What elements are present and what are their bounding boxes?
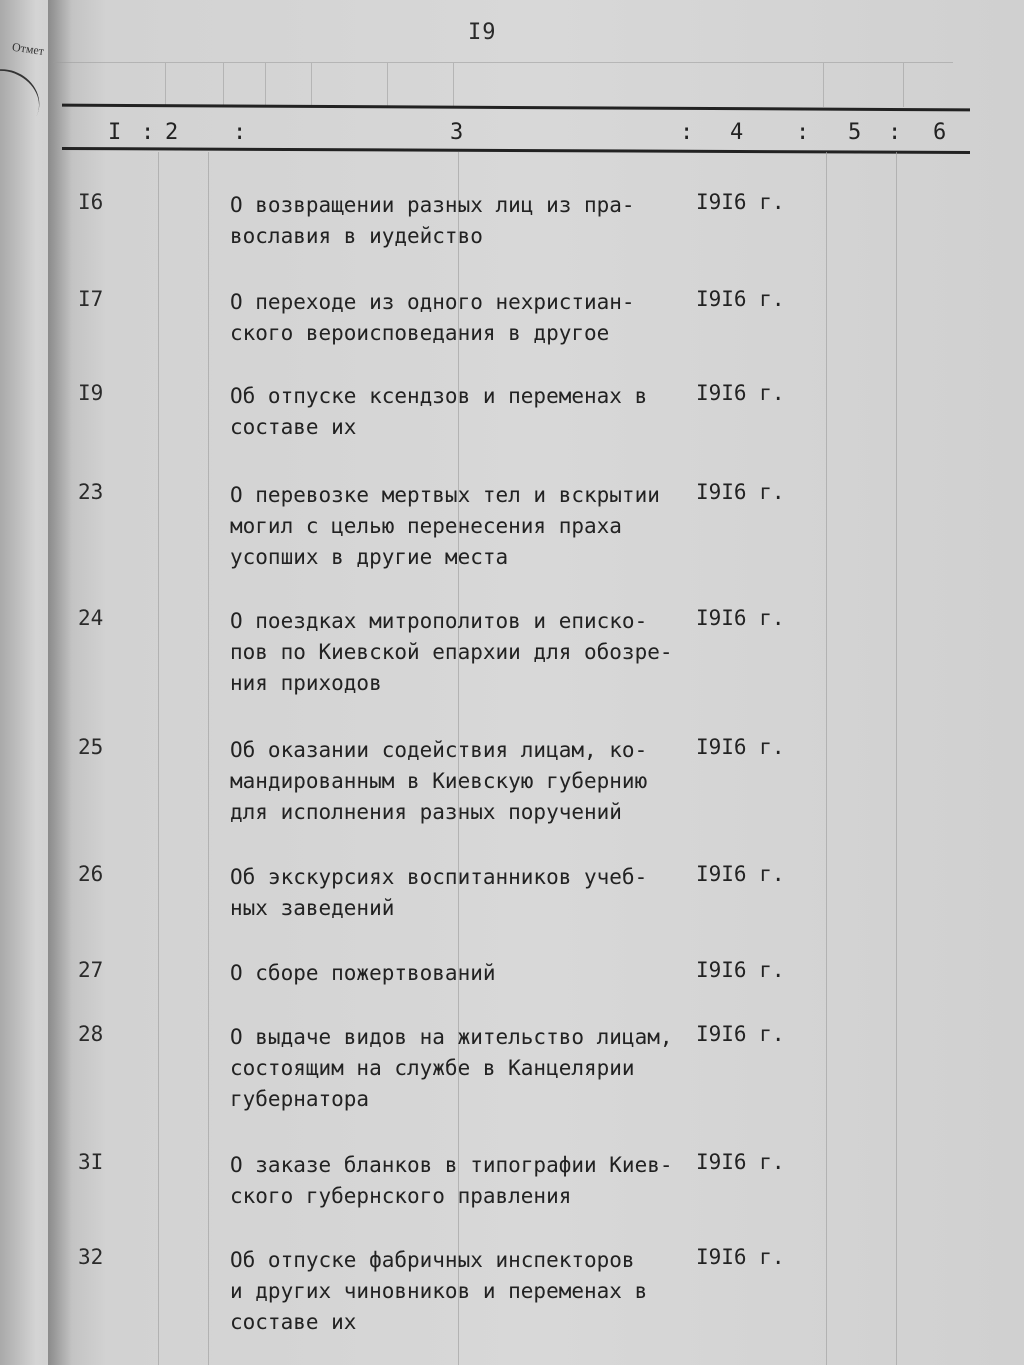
case-number: 23	[78, 480, 104, 504]
table-header-rule	[62, 147, 970, 154]
faint-header-divider	[265, 63, 266, 107]
case-number: 32	[78, 1245, 104, 1269]
adjacent-page-label: Отмет	[11, 39, 45, 59]
case-date: I9I6 г.	[696, 1150, 785, 1174]
case-title: Об экскурсиях воспитанников учеб- ных заведений	[230, 865, 648, 920]
case-title: О выдаче видов на жительство лицам, состоящим на службе в Канцелярии губернатора	[230, 1025, 673, 1111]
column-number-5: 5	[848, 120, 862, 145]
case-number: I9	[78, 381, 104, 405]
case-date: I9I6 г.	[696, 480, 785, 504]
column-number-4: 4	[730, 120, 744, 145]
case-title: Об отпуске фабричных инспекторов и других чиновников и переменах в составе их	[230, 1248, 648, 1334]
column-number-2: 2	[165, 120, 179, 145]
column-separator: :	[888, 120, 902, 145]
case-title: О перевозке мертвых тел и вскрытии могил с целью перенесения праха усопших в другие места	[230, 483, 660, 569]
adjacent-page-curve	[0, 58, 50, 144]
case-number: I6	[78, 190, 104, 214]
faint-header-divider	[223, 63, 224, 107]
page-number: I9	[468, 20, 497, 45]
column-divider	[208, 152, 209, 1365]
faint-header-divider	[311, 63, 312, 107]
case-number: 27	[78, 958, 104, 982]
column-separator: :	[796, 120, 810, 145]
column-divider	[896, 152, 897, 1365]
case-date: I9I6 г.	[696, 1022, 785, 1046]
case-number: 3I	[78, 1150, 104, 1174]
column-number-6: 6	[933, 120, 947, 145]
case-date: I9I6 г.	[696, 1245, 785, 1269]
document-page	[48, 0, 1024, 1365]
case-number: 28	[78, 1022, 104, 1046]
case-date: I9I6 г.	[696, 381, 785, 405]
column-number-3: 3	[450, 120, 464, 145]
faint-header-divider	[165, 63, 166, 107]
binding-shadow	[48, 0, 72, 1365]
column-divider	[826, 152, 827, 1365]
column-number-1: I	[108, 120, 122, 145]
case-number: 26	[78, 862, 104, 886]
faint-header-divider	[903, 63, 904, 107]
case-number: 24	[78, 606, 104, 630]
faint-header-grid	[53, 62, 953, 107]
case-title: Об оказании содействия лицам, ко- мандированным в Киевскую губернию для исполнения разных поручений	[230, 738, 648, 824]
faint-header-divider	[387, 63, 388, 107]
column-separator: :	[680, 120, 694, 145]
column-separator: :	[233, 120, 247, 145]
faint-header-divider	[823, 63, 824, 107]
case-date: I9I6 г.	[696, 958, 785, 982]
case-number: I7	[78, 287, 104, 311]
column-separator: :	[141, 120, 155, 145]
case-title: О сборе пожертвований	[230, 961, 496, 985]
column-divider	[158, 152, 159, 1365]
case-date: I9I6 г.	[696, 190, 785, 214]
case-title: Об отпуске ксендзов и переменах в составе их	[230, 384, 648, 439]
case-date: I9I6 г.	[696, 735, 785, 759]
faint-header-divider	[453, 63, 454, 107]
case-title: О возвращении разных лиц из пра- вославия в иудейство	[230, 193, 635, 248]
case-number: 25	[78, 735, 104, 759]
case-date: I9I6 г.	[696, 606, 785, 630]
case-title: О поездках митрополитов и еписко- пов по Киевской епархии для обозре- ния приходов	[230, 609, 673, 695]
case-date: I9I6 г.	[696, 862, 785, 886]
case-title: О переходе из одного нехристиан- ского вероисповедания в другое	[230, 290, 635, 345]
case-date: I9I6 г.	[696, 287, 785, 311]
case-title: О заказе бланков в типографии Киев- ского губернского правления	[230, 1153, 673, 1208]
